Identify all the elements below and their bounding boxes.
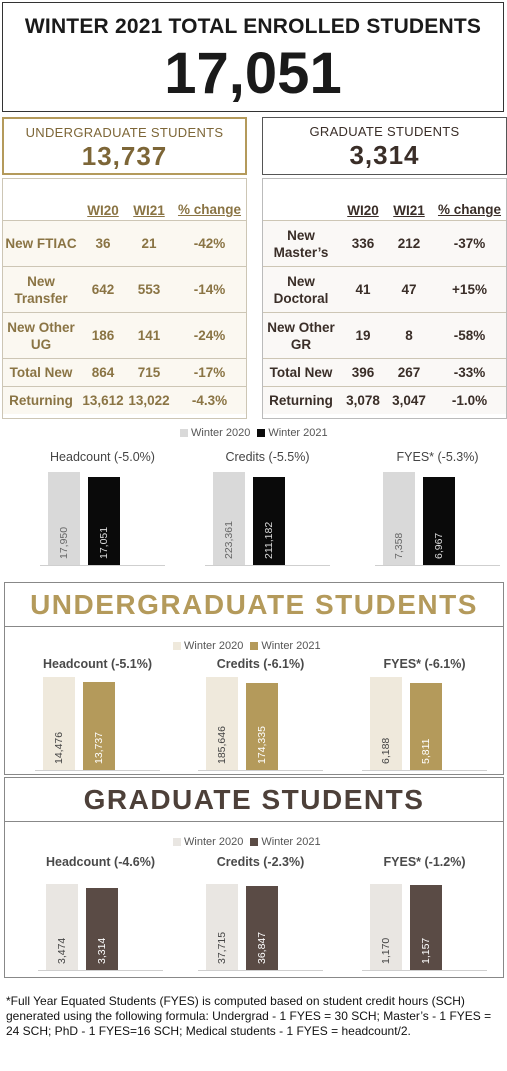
cell-wi21: 13,022 — [128, 393, 170, 408]
bar-value-label: 1,157 — [420, 937, 432, 964]
total-chart-2 — [375, 450, 500, 565]
total-chart-1 — [205, 450, 330, 565]
cell-change: -24% — [193, 327, 226, 343]
bar-value-label: 37,715 — [216, 931, 228, 964]
cell-change: -37% — [453, 235, 486, 251]
table-row — [2, 266, 247, 312]
cell-wi21: 8 — [405, 328, 413, 343]
cell-wi20: 3,078 — [346, 393, 380, 408]
bar-value-label: 5,811 — [420, 738, 432, 764]
chart-baseline — [38, 970, 163, 971]
bar-value-label: 6,188 — [380, 737, 392, 764]
cell-change: -14% — [193, 281, 226, 297]
legend-label: Winter 2021 — [261, 640, 321, 652]
chart-baseline — [40, 565, 165, 566]
grad-summary-panel — [262, 117, 507, 419]
cell-change: -58% — [453, 327, 486, 343]
header-wi21: WI21 — [133, 203, 165, 218]
legend-item-2021 — [250, 640, 320, 652]
bar-value-label: 185,646 — [216, 726, 228, 764]
chart-baseline — [362, 970, 487, 971]
header-wi20: WI20 — [87, 203, 119, 218]
undergrad-banner: UNDERGRADUATE STUDENTS — [4, 582, 504, 627]
cell-wi21: 141 — [137, 328, 161, 343]
row-label: Total New — [269, 365, 333, 380]
header-change: % change — [177, 202, 242, 217]
bar-value-label: 223,361 — [223, 521, 235, 559]
cell-wi20: 642 — [91, 282, 115, 297]
chart-title: Headcount (-4.6%) — [45, 855, 156, 869]
row-label: New Other UG — [7, 319, 75, 352]
chart-baseline — [35, 770, 160, 771]
legend-item-2020 — [180, 427, 250, 439]
legend-swatch — [250, 838, 258, 846]
undergrad-chart-0 — [35, 657, 160, 770]
legend-label: Winter 2020 — [184, 640, 244, 652]
cell-wi20: 13,612 — [82, 393, 124, 408]
row-label: New Doctoral — [273, 273, 329, 306]
bar-value-label: 17,051 — [98, 526, 110, 559]
bar-value-label: 6,967 — [433, 532, 445, 559]
grad-banner: GRADUATE STUDENTS — [4, 777, 504, 822]
header-change: % change — [437, 202, 502, 217]
chart-title: Credits (-5.5%) — [225, 450, 310, 464]
chart-baseline — [198, 770, 323, 771]
header-wi20: WI20 — [347, 203, 379, 218]
grad-chart-0 — [38, 855, 163, 970]
legend-item-2020 — [173, 836, 243, 848]
table-row — [2, 386, 247, 414]
bar-value-label: 14,476 — [53, 731, 65, 764]
cell-change: -42% — [193, 235, 226, 251]
undergrad-chart-2 — [362, 657, 487, 770]
table-row — [262, 386, 507, 414]
cell-wi21: 553 — [137, 282, 161, 297]
cell-wi20: 336 — [351, 236, 375, 251]
bar-value-label: 7,358 — [393, 532, 405, 559]
undergrad-summary-panel — [2, 117, 247, 419]
row-label: New Transfer — [14, 273, 68, 306]
legend-swatch — [180, 429, 188, 437]
fyes-footnote: *Full Year Equated Students (FYES) is computed based on student credit hours (SCH) generated using the following formula: Undergrad - 1 FYES = 30 SCH; Master’s - 1 FYES = 24 SCH; PhD - 1 FYES=16 SCH; Medical students - 1 FYES = headcount/2. — [6, 994, 492, 1038]
table-row — [2, 312, 247, 358]
cell-wi20: 186 — [91, 328, 115, 343]
legend-label: Winter 2021 — [268, 427, 328, 439]
grad-summary-label: GRADUATE STUDENTS — [309, 124, 460, 139]
cell-wi21: 21 — [141, 236, 157, 251]
cell-change: -1.0% — [451, 392, 488, 408]
legend-swatch — [173, 642, 181, 650]
undergrad-chart-1 — [198, 657, 323, 770]
cell-wi21: 267 — [397, 365, 421, 380]
total-chart-0 — [40, 450, 165, 565]
table-header-row — [2, 178, 247, 220]
cell-change: -33% — [453, 364, 486, 380]
total-enrollment-title: WINTER 2021 TOTAL ENROLLED STUDENTS — [24, 15, 482, 38]
undergrad-summary-value: 13,737 — [81, 141, 168, 171]
row-label: New Other GR — [267, 319, 335, 352]
header-wi21: WI21 — [393, 203, 425, 218]
grad-summary-value: 3,314 — [349, 140, 420, 170]
cell-wi20: 864 — [91, 365, 115, 380]
legend-swatch — [257, 429, 265, 437]
row-label: Returning — [269, 393, 333, 408]
total-enrollment-box — [2, 2, 504, 112]
chart-title: FYES* (-6.1%) — [383, 657, 466, 671]
total-enrollment-value: 17,051 — [164, 41, 342, 106]
cell-wi21: 3,047 — [392, 393, 426, 408]
legend-label: Winter 2020 — [191, 427, 251, 439]
cell-wi20: 36 — [95, 236, 111, 251]
cell-change: -17% — [193, 364, 226, 380]
legend-item-2021 — [257, 427, 327, 439]
bar-value-label: 211,182 — [263, 521, 275, 559]
table-header-row — [262, 178, 507, 220]
undergrad-summary-label: UNDERGRADUATE STUDENTS — [25, 125, 224, 140]
cell-wi21: 715 — [137, 365, 161, 380]
row-label: Returning — [9, 393, 73, 408]
bar-value-label: 17,950 — [58, 526, 70, 559]
table-row — [262, 312, 507, 358]
cell-wi20: 41 — [355, 282, 371, 297]
bar-value-label: 3,314 — [96, 937, 108, 964]
chart-baseline — [362, 770, 487, 771]
table-row — [262, 358, 507, 386]
chart-baseline — [375, 565, 500, 566]
cell-change: +15% — [452, 281, 487, 297]
chart-title: FYES* (-5.3%) — [396, 450, 479, 464]
grad-summary-header — [262, 117, 507, 175]
undergrad-summary-header — [2, 117, 247, 175]
table-row — [2, 358, 247, 386]
cell-change: -4.3% — [191, 392, 228, 408]
row-label: New FTIAC — [5, 236, 77, 251]
bar-value-label: 3,474 — [56, 937, 68, 964]
grad-table — [262, 178, 507, 414]
legend-label: Winter 2020 — [184, 836, 244, 848]
legend-label: Winter 2021 — [261, 836, 321, 848]
legend-item-2021 — [250, 836, 320, 848]
total-chart-legend — [180, 427, 335, 439]
grad-chart-1 — [198, 855, 323, 970]
chart-baseline — [198, 970, 323, 971]
undergrad-chart-legend — [173, 640, 328, 652]
chart-title: Credits (-2.3%) — [216, 855, 305, 869]
chart-title: Credits (-6.1%) — [216, 657, 305, 671]
bar-value-label: 1,170 — [380, 937, 392, 964]
legend-swatch — [173, 838, 181, 846]
grad-chart-legend — [173, 836, 328, 848]
legend-item-2020 — [173, 640, 243, 652]
chart-title: Headcount (-5.1%) — [42, 657, 153, 671]
grad-chart-2 — [362, 855, 487, 970]
cell-wi20: 396 — [351, 365, 375, 380]
bar-value-label: 36,847 — [256, 931, 268, 964]
bar-value-label: 13,737 — [93, 731, 105, 764]
table-row — [262, 266, 507, 312]
cell-wi20: 19 — [355, 328, 371, 343]
table-row — [2, 220, 247, 266]
chart-baseline — [205, 565, 330, 566]
bar-value-label: 174,335 — [256, 726, 268, 764]
undergrad-table — [2, 178, 247, 414]
cell-wi21: 212 — [397, 236, 421, 251]
row-label: New Master’s — [273, 227, 329, 260]
chart-title: Headcount (-5.0%) — [50, 450, 155, 464]
cell-wi21: 47 — [401, 282, 417, 297]
table-row — [262, 220, 507, 266]
legend-swatch — [250, 642, 258, 650]
row-label: Total New — [9, 365, 73, 380]
chart-title: FYES* (-1.2%) — [383, 855, 466, 869]
